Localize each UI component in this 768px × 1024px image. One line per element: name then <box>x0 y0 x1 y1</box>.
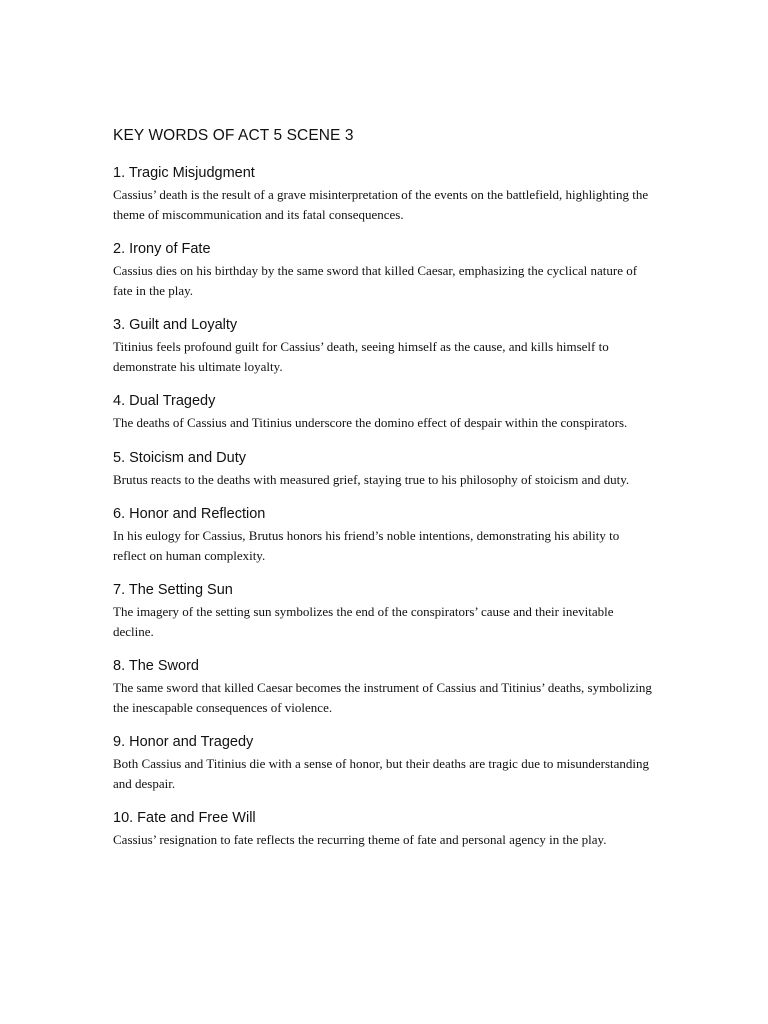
section-heading: 8. The Sword <box>113 658 199 674</box>
section-1 <box>113 163 653 224</box>
section-body: Titinius feels profound guilt for Cassius’ death, seeing himself as the cause, and kills himself to demonstrate his ultimate loyalty. <box>113 339 609 374</box>
section-heading: 7. The Setting Sun <box>113 582 233 598</box>
section-body: Both Cassius and Titinius die with a sense of honor, but their deaths are tragic due to misunderstanding and despair. <box>113 756 650 791</box>
section-10 <box>113 808 653 850</box>
section-heading: 3. Guilt and Loyalty <box>113 317 238 333</box>
document-page <box>113 126 653 865</box>
section-body: Cassius’ death is the result of a grave misinterpretation of the events on the battlefield, highlighting the theme of miscommunication and its fatal consequences. <box>113 187 649 222</box>
section-heading: 9. Honor and Tragedy <box>113 734 254 750</box>
section-8 <box>113 656 653 717</box>
section-2 <box>113 239 653 300</box>
section-body: The deaths of Cassius and Titinius underscore the domino effect of despair within the conspirators. <box>113 415 628 430</box>
section-5 <box>113 448 653 490</box>
document-title: KEY WORDS OF ACT 5 SCENE 3 <box>113 127 354 144</box>
section-4 <box>113 391 653 433</box>
section-heading: 1. Tragic Misjudgment <box>113 165 255 181</box>
section-body: The imagery of the setting sun symbolizes the end of the conspirators’ cause and their inevitable decline. <box>113 604 614 639</box>
section-body: Cassius’ resignation to fate reflects the recurring theme of fate and personal agency in the play. <box>113 832 607 847</box>
section-heading: 4. Dual Tragedy <box>113 393 216 409</box>
section-heading: 6. Honor and Reflection <box>113 506 266 522</box>
section-9 <box>113 732 653 793</box>
section-body: In his eulogy for Cassius, Brutus honors his friend’s noble intentions, demonstrating his ability to reflect on human complexity. <box>113 528 620 563</box>
section-3 <box>113 315 653 376</box>
section-body: The same sword that killed Caesar becomes the instrument of Cassius and Titinius’ deaths, symbolizing the inescapable consequences of violence. <box>113 680 652 715</box>
section-7 <box>113 580 653 641</box>
section-6 <box>113 504 653 565</box>
section-heading: 10. Fate and Free Will <box>113 810 256 826</box>
section-heading: 5. Stoicism and Duty <box>113 449 246 466</box>
section-body: Cassius dies on his birthday by the same sword that killed Caesar, emphasizing the cyclical nature of fate in the play. <box>113 263 638 298</box>
section-body: Brutus reacts to the deaths with measured grief, staying true to his philosophy of stoicism and duty. <box>113 471 630 487</box>
section-heading: 2. Irony of Fate <box>113 241 211 257</box>
